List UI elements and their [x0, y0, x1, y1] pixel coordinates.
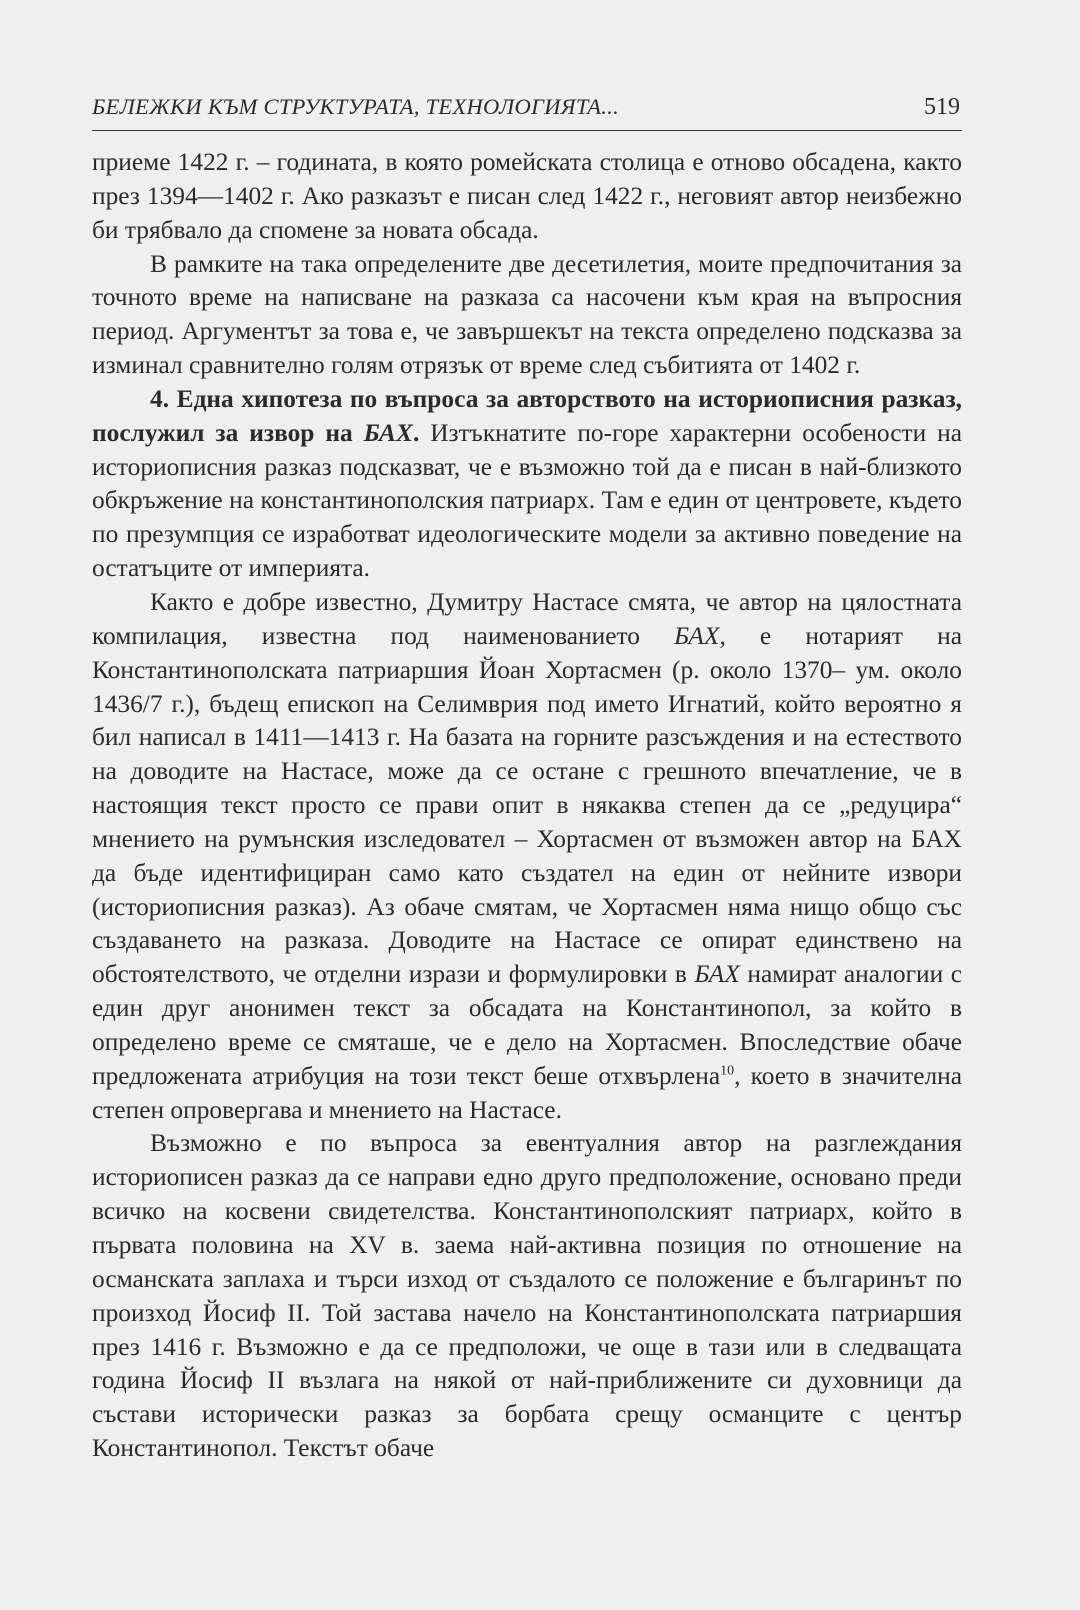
- page-number: 519: [924, 94, 960, 120]
- page-header: [92, 90, 962, 131]
- paragraph-4-part-c: намират аналогии с един друг анонимен текст за обсадата на Константинопол, за който в определено време се смяташе, че е дело на Хортасмен. Впоследствие обаче предложената атрибуция на този текст беше отхвърлена: [92, 960, 962, 1090]
- section-heading-abbr: БАХ: [363, 418, 413, 447]
- abbr-bah-2: БАХ: [694, 960, 740, 989]
- abbr-bah-1: БАХ,: [674, 621, 726, 650]
- section-heading-text: 4. Една хипотеза по въпроса за авторството на историописния разказ, послужил за извор на: [92, 384, 962, 447]
- paragraph-4: [92, 586, 962, 1128]
- body-text: [92, 146, 962, 1466]
- paragraph-5: Възможно е по въпроса за евентуалния автор на разглеждания историописен разказ да се направи едно друго предположение, основано преди всичко на косвени свидетелства. Константинополският патриарх, който в първата половина на XV в. заема най-активна позиция по отношение на османската заплаха и търси изход от създалото се положение е българинът по произход Йосиф II. Той застава начело на Константинополската патриаршия през 1416 г. Възможно е да се предположи, че още в тази или в следващата година Йосиф II възлага на някой от най-приближените си духовници да състави исторически разказ за борбата срещу османците с център Константинопол. Текстът обаче: [92, 1129, 962, 1463]
- paragraph-4-part-b: е нотарият на Константинополската патриаршия Йоан Хортасмен (р. около 1370– ум. около 1436/7 г.), бъдещ епископ на Селимврия под името Игнатий, който вероятно я бил написал в 1411—1413 г. На базата на горните разсъждения и на естеството на доводите на Настасе, може да се остане с грешното впечатление, че в настоящия текст просто се прави опит в някаква степен да се „редуцира“ мнението на румънския изследовател – Хортасмен от възможен автор на БАХ да бъде идентифициран само като създател на един от нейните извори (историописния разказ). Аз обаче смятам, че Хортасмен няма нищо общо със създаването на разказа. Доводите на Настасе се опират единствено на обстоятелството, че отделни изрази и формулировки в: [92, 621, 962, 989]
- footnote-ref-10[interactable]: 10: [720, 1063, 735, 1079]
- paragraph-4-part-d: , което в значителна степен опровергава и мнението на Настасе.: [92, 1061, 962, 1124]
- paragraph-3-text: Изтъкнатите по-горе характерни особености на историописния разказ подсказват, че е възможно той да е писан в най-близкото обкръжение на константинополския патриарх. Там е един от центровете, където по презумпция се изработват идеологическите модели за активно поведение на остатъците от империята.: [92, 418, 962, 583]
- section-heading-end: .: [412, 418, 420, 447]
- running-title: БЕЛЕЖКИ КЪМ СТРУКТУРАТА, ТЕХНОЛОГИЯТА...: [92, 94, 620, 119]
- paragraph-4-part-a: Както е добре известно, Думитру Настасе смята, че автор на цялостната компилация, известна под наименованието: [92, 587, 962, 650]
- paragraph-2: В рамките на така определените две десетилетия, моите предпочитания за точното време на написване на разказа са насочени към края на въпросния период. Аргументът за това е, че завършекът на текста определено подсказва за изминал сравнително голям отрязък от време след събитията от 1402 г.: [92, 249, 962, 380]
- paragraph-1: приеме 1422 г. – годината, в която ромейската столица е отново обсадена, както през 1394—1402 г. Ако разказът е писан след 1422 г., неговият автор неизбежно би трябвало да спомене за новата обсада.: [92, 148, 962, 244]
- paragraph-3: [92, 383, 962, 586]
